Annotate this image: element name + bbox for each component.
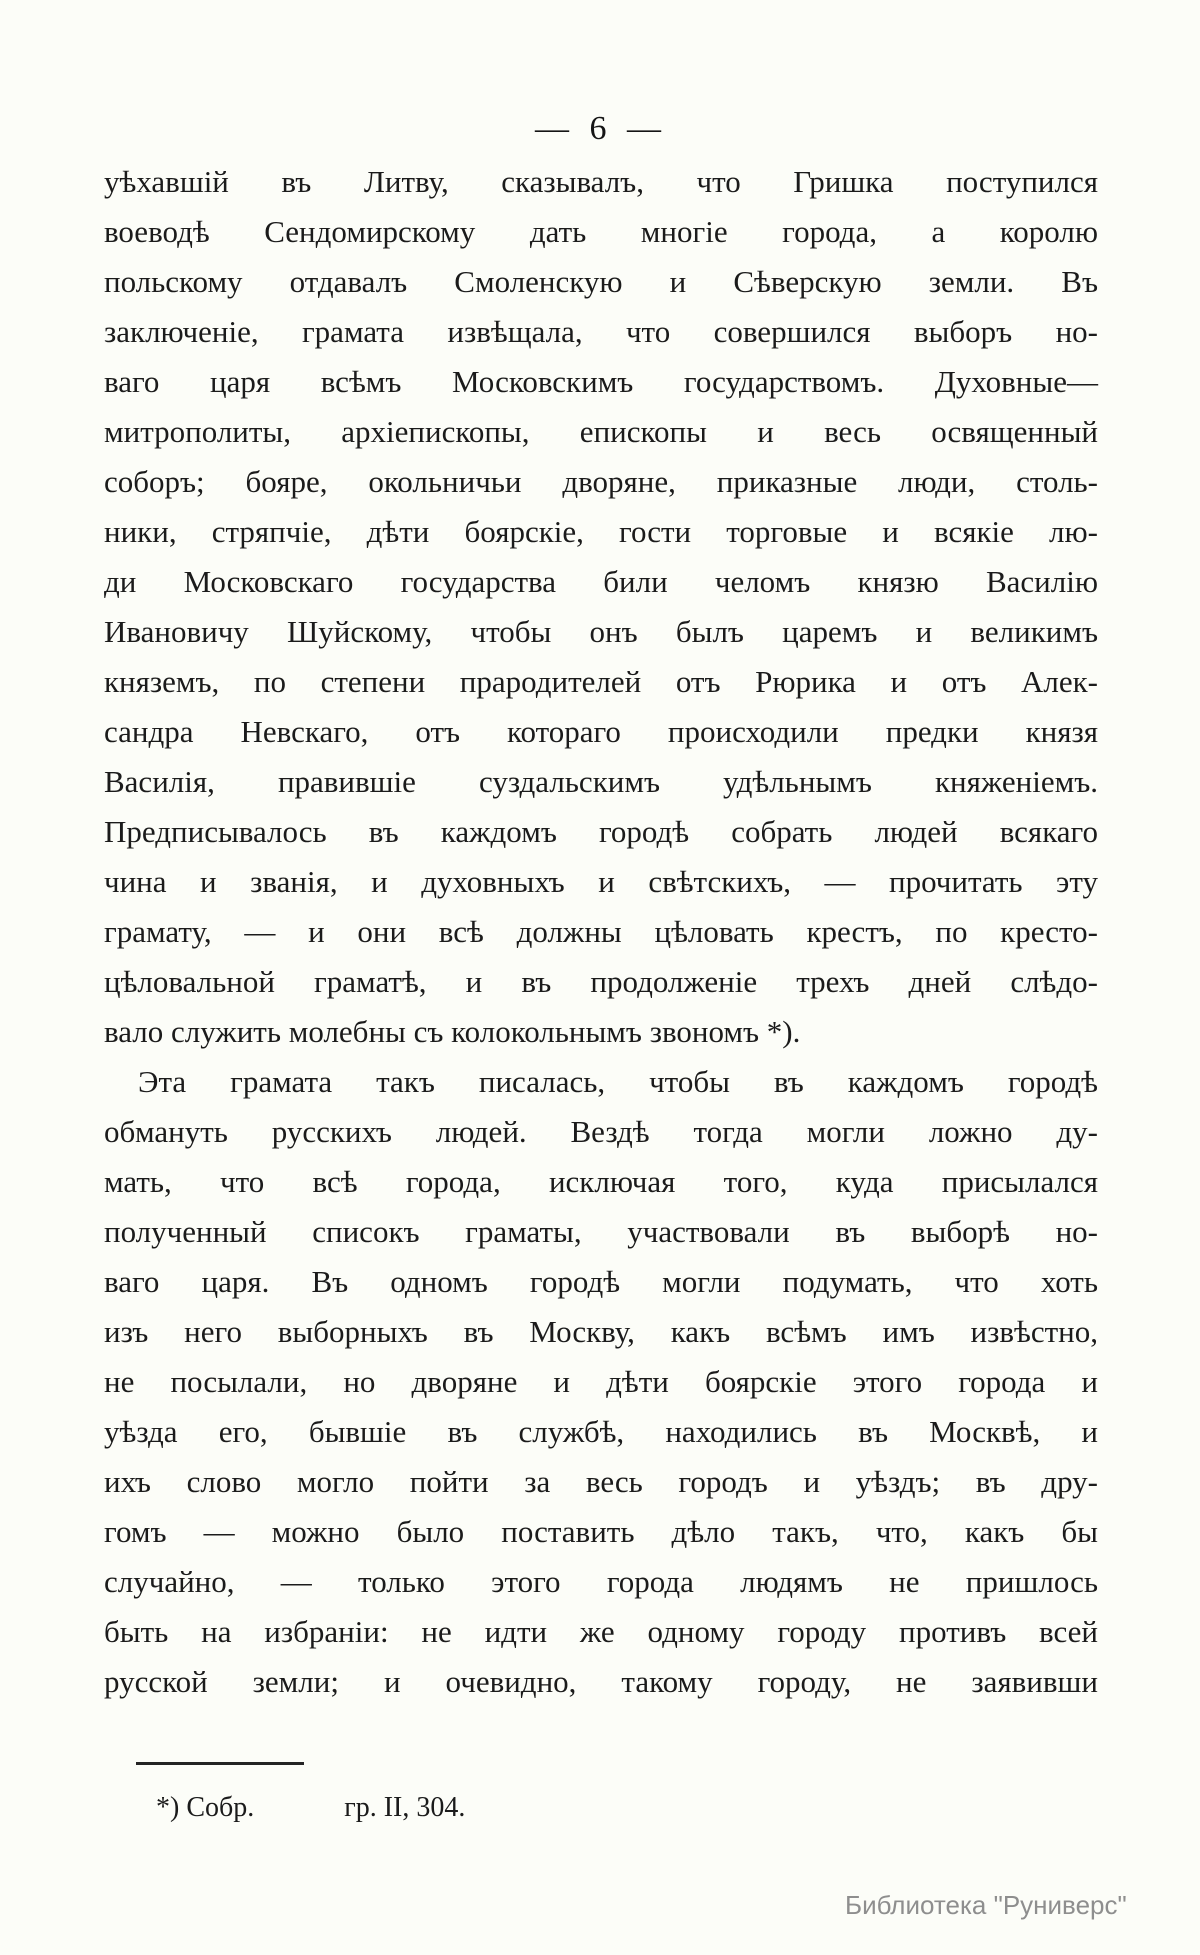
text-line: митрополиты, архіепископы, епископы и весь освященный <box>104 414 1098 449</box>
text-line: цѣловальной граматѣ, и въ продолженіе трехъ дней слѣдо- <box>104 964 1098 999</box>
text-line: уѣхавшій въ Литву, сказывалъ, что Гришка поступился <box>104 164 1098 199</box>
page-number: — 6 — <box>535 110 667 147</box>
text-line: ваго царя. Въ одномъ городѣ могли подумать, что хоть <box>104 1264 1098 1299</box>
text-line: Ивановичу Шуйскому, чтобы онъ былъ царемъ и великимъ <box>104 614 1098 649</box>
text-line: ваго царя всѣмъ Московскимъ государствомъ. Духовные— <box>104 364 1098 399</box>
text-line: княземъ, по степени прародителей отъ Рюрика и отъ Алек- <box>104 664 1098 699</box>
text-line: соборъ; бояре, окольничьи дворяне, приказные люди, столь- <box>104 464 1098 499</box>
text-line: случайно, — только этого города людямъ не пришлось <box>104 1564 1098 1599</box>
text-line: уѣзда его, бывшіе въ службѣ, находились въ Москвѣ, и <box>104 1414 1098 1449</box>
text-line: обмануть русскихъ людей. Вездѣ тогда могли ложно ду- <box>104 1114 1098 1149</box>
library-watermark: Библиотека "Руниверс" <box>845 1890 1127 1920</box>
footnote-divider <box>136 1762 304 1765</box>
text-line-paragraph-start: Эта грамата такъ писалась, чтобы въ каждомъ городѣ <box>138 1064 1098 1099</box>
text-line: изъ него выборныхъ въ Москву, какъ всѣмъ имъ извѣстно, <box>104 1314 1098 1349</box>
text-line-paragraph-end: вало служить молебны съ колокольнымъ звономъ *). <box>104 1014 801 1049</box>
text-line: Василія, правившіе суздальскимъ удѣльнымъ княженіемъ. <box>104 764 1098 799</box>
text-line: грамату, — и они всѣ должны цѣловать крестъ, по кресто- <box>104 914 1098 949</box>
text-line: гомъ — можно было поставить дѣло такъ, что, какъ бы <box>104 1514 1098 1549</box>
text-line: быть на избраніи: не идти же одному городу противъ всей <box>104 1614 1098 1649</box>
text-line: польскому отдавалъ Смоленскую и Сѣверскую земли. Въ <box>104 264 1098 299</box>
text-line: полученный списокъ граматы, участвовали въ выборѣ но- <box>104 1214 1098 1249</box>
footnote-label: *) Собр. <box>156 1792 255 1823</box>
body-text <box>104 157 1098 1707</box>
footnote <box>156 1792 465 1824</box>
text-line: чина и званія, и духовныхъ и свѣтскихъ, — прочитать эту <box>104 864 1098 899</box>
text-line: русской земли; и очевидно, такому городу, не заявивши <box>104 1664 1098 1699</box>
footnote-reference: гр. II, 304. <box>344 1792 466 1823</box>
text-line: ники, стряпчіе, дѣти боярскіе, гости торговые и всякіе лю- <box>104 514 1098 549</box>
text-line: заключеніе, грамата извѣщала, что совершился выборъ но- <box>104 314 1098 349</box>
text-line: Предписывалось въ каждомъ городѣ собрать людей всякаго <box>104 814 1098 849</box>
text-line: воеводѣ Сендомирскому дать многіе города, а королю <box>104 214 1098 249</box>
text-line: ихъ слово могло пойти за весь городъ и уѣздъ; въ дру- <box>104 1464 1098 1499</box>
text-line: не посылали, но дворяне и дѣти боярскіе этого города и <box>104 1364 1098 1399</box>
text-line: сандра Невскаго, отъ котораго происходили предки князя <box>104 714 1098 749</box>
text-line: ди Московскаго государства били челомъ князю Василію <box>104 564 1098 599</box>
text-line: мать, что всѣ города, исключая того, куда присылался <box>104 1164 1098 1199</box>
